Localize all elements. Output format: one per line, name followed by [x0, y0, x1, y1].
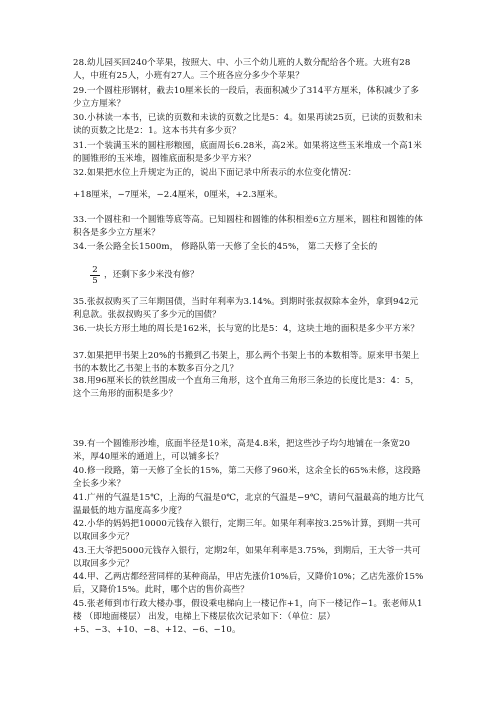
- problem-44: 44.甲、乙两店都经营同样的某种商品，甲店先涨价10%后，又降价10%；乙店先涨价15%后，又降价15%。此时，哪个店的售价高些？: [73, 572, 424, 595]
- problem-40: 40.修一段路，第一天修了全长的15%，第二天修了960米，这余全长的65%未修，这段路全长多少米？: [73, 466, 421, 489]
- problem-29: 29.一个圆柱形钢材，截去10厘米长的一段后，表面积减少了314平方厘米，体积减少了多少立方厘米？: [73, 86, 420, 109]
- fraction-denominator: 5: [92, 276, 98, 286]
- fraction-numerator: 2: [90, 265, 100, 276]
- problem-32-values: +18厘米，−7厘米，−2.4厘米，0厘米，+2.3厘米。: [73, 190, 283, 200]
- problem-43: 43.王大爷把5000元钱存入银行，定期2年，如果年利率是3.75%，到期后，王大爷一共可以取回多少元？: [73, 546, 421, 569]
- problem-35: 35.张叔叔购买了三年期国债，当时年利率为3.14%。到期时张叔叔除本金外，拿到942元利息款。张叔叔购买了多少元的国债？: [73, 297, 419, 320]
- problem-34: 34.一条公路全长1500m， 修路队第一天修了全长的45%， 第二天修了全长的: [73, 242, 378, 252]
- problem-37: 37.如果把甲书架上20%的书搬到乙书架上，那么两个书架上书的本数相等。原来甲书架上书的本数比乙书架上书的本数多百分之几？: [73, 351, 420, 374]
- problem-36: 36.一块长方形土地的周长是162米，长与宽的比是5：4，这块土地的面积是多少平方米？: [73, 324, 420, 334]
- problem-32: 32.如果把水位上升规定为正的，说出下面记录中所表示的水位变化情况：: [73, 168, 357, 178]
- problem-42: 42.小华的妈妈把10000元钱存入银行，定期三年。如果年利率按3.25%计算，到期一共可以取回多少元？: [73, 519, 421, 542]
- problem-39: 39.有一个圆锥形沙堆，底面半径是10米，高是4.8米，把这些沙子均匀地铺在一条宽20米，厚40厘米的通道上，可以铺多长？: [73, 439, 411, 462]
- problem-41: 41.广州的气温是15℃，上海的气温是0℃，北京的气温是−9℃，请问气温最高的地方比气温最低的地方温度高多少度？: [73, 493, 424, 516]
- problem-33: 33.一个圆柱和一个圆锥等底等高。已知圆柱和圆锥的体积相差6立方厘米，圆柱和圆锥的体积各是多少立方厘米？: [73, 215, 423, 238]
- problem-38: 38.用96厘米长的铁丝围成一个直角三角形，这个直角三角形三条边的长度比是3：4：5，这个三角形的面积是多少？: [73, 376, 420, 399]
- problem-30: 30.小林读一本书，已读的页数和未读的页数之比是5：4。如果再读25页，已读的页数和未读的页数之比是2：1。这本书共有多少页？: [73, 113, 423, 136]
- problem-45: 45.张老师到市行政大楼办事，假设乘电梯向上一楼记作+1，向下一楼记作−1。张老师从1楼 （即地面楼层） 出发，电梯上下楼层依次记录如下：（单位：层）+5、−3、+10、−8、+12、−6、−10。: [73, 599, 423, 635]
- problem-31: 31.一个装满玉米的圆柱形粮囤，底面周长6.28米，高2米。如果将这些玉米堆成一个高1米的圆锥形的玉米堆，圆锥底面积是多少平方米？: [73, 141, 422, 164]
- problem-34-tail: ，还剩下多少米没有修？: [104, 270, 199, 280]
- problem-28: 28.幼儿园买回240个苹果，按照大、中、小三个幼儿班的人数分配给各个班。大班有28人，中班有25人，小班有27人。三个班各应分多少个苹果？: [73, 58, 411, 81]
- problem-34-fraction: [90, 265, 100, 286]
